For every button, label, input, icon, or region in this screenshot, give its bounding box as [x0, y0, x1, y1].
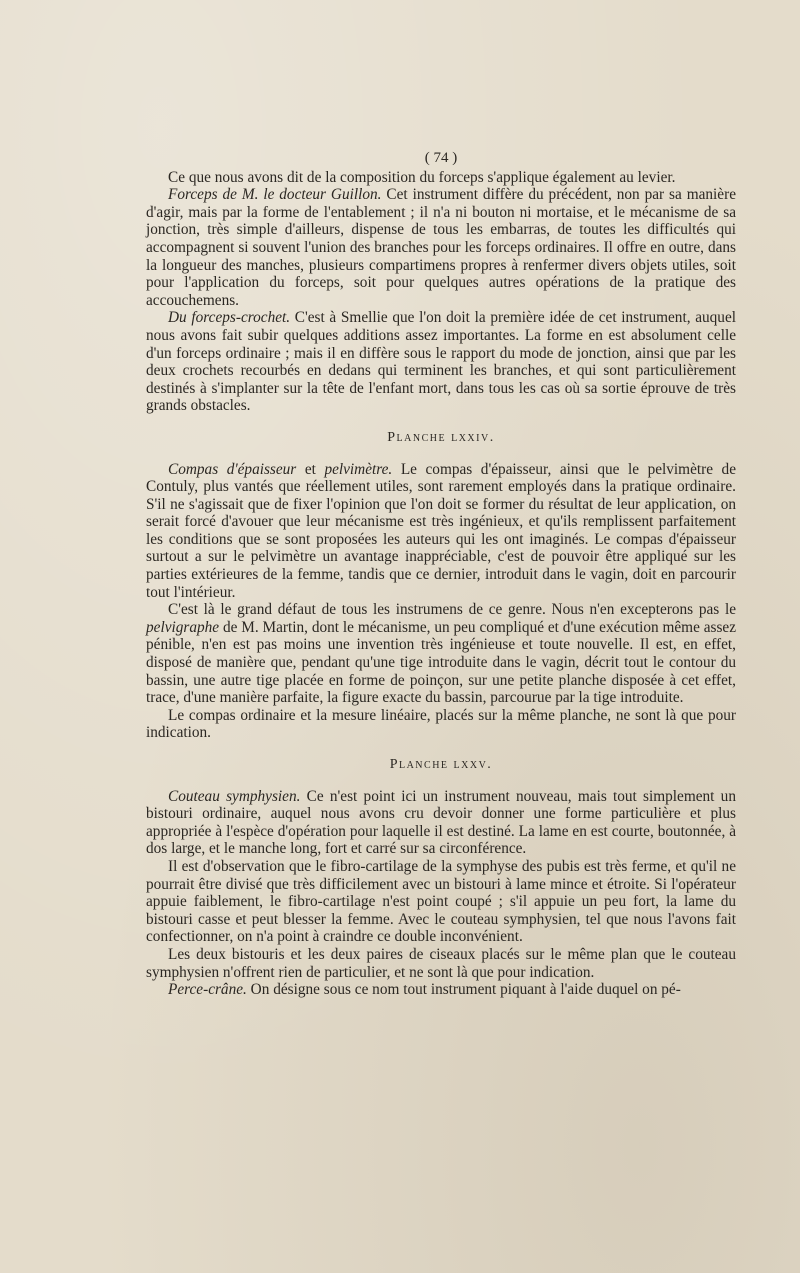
paragraph-fibro-cartilage: Il est d'observation que le fibro-cartilage de la symphyse des pubis est très ferme, et qu'il ne pourrait être divisé que très difficilement avec un bistouri à lame mince et étroite. Si l'opérateur appuie faiblement, le fibro-cartilage n'est point coupé ; s'il appuie un peu fort, la lame du bistouri casse et peut blesser la femme. Avec le couteau symphysien, tel que nous l'avons fait confectionner, on n'a point à craindre ce double inconvénient.	[146, 857, 736, 946]
paragraph-couteau: Couteau symphysien. Ce n'est point ici un instrument nouveau, mais tout simplement un bistouri ordinaire, auquel nous avons cru devoir donner une forme particulière et plus appropriée à l'espèce d'opération pour laquelle il est destiné. La lame en est courte, boutonnée, à dos large, et le manche long, fort et carré sur sa circonférence.	[146, 787, 736, 858]
paragraph-compas-ordinaire: Le compas ordinaire et la mesure linéaire, placés sur la même planche, ne sont là que pour indication.	[146, 706, 736, 742]
paragraph-forceps-crochet: Du forceps-crochet. C'est à Smellie que l'on doit la première idée de cet instrument, auquel nous avons fait subir quelques additions assez importantes. La forme en est absolument celle d'un forceps ordinaire ; mais il en diffère sous le rapport du mode de jonction, ainsi que par les deux crochets recourbés en dedans qui terminent les branches, et qui sont particulièrement destinés à s'implanter sur la tête de l'enfant mort, dans tous les cas où sa sortie éprouve de très grands obstacles.	[146, 309, 736, 415]
page-text	[146, 150, 736, 999]
pelvigraphe-term: pelvigraphe	[146, 618, 220, 636]
couteau-title: Couteau symphysien.	[168, 787, 301, 805]
plate-heading-lxxiv: Planche lxxiv.	[387, 429, 495, 445]
paragraph-forceps-guillon: Forceps de M. le docteur Guillon. Cet instrument diffère du précédent, non par sa manière d'agir, mais par la forme de l'entablement ; il n'a ni bouton ni mortaise, et le mécanisme de sa jonction, très simple d'ailleurs, dispense de tous les embarras, de toutes les difficultés qui accompagnent si souvent l'union des branches pour les forceps ordinaires. Il offre en outre, dans la longueur des manches, plusieurs compartimens propres à renfermer divers objets utiles, soit pour l'application du forceps, soit pour quelques autres opérations de la pratique des accouchemens.	[146, 186, 736, 309]
compas-title: Compas d'épaisseur	[168, 460, 297, 478]
paragraph-perce-crane: Perce-crâne. On désigne sous ce nom tout instrument piquant à l'aide duquel on pé-	[168, 981, 681, 999]
paragraph-bistouris: Les deux bistouris et les deux paires de ciseaux placés sur le même plan que le couteau symphysien n'offrent rien de particulier, et ne sont là que pour indication.	[146, 945, 736, 981]
forceps-crochet-title: Du forceps-crochet.	[168, 309, 291, 327]
perce-crane-title: Perce-crâne.	[168, 981, 247, 999]
paragraph-levier: Ce que nous avons dit de la composition du forceps s'applique également au levier.	[168, 168, 676, 186]
plate-heading-lxxv: Planche lxxv.	[389, 757, 493, 772]
page-number: ( 74 )	[424, 150, 458, 166]
paragraph-pelvigraphe: C'est là le grand défaut de tous les instrumens de ce genre. Nous n'en excepterons pas le pelvigraphe de M. Martin, dont le mécanisme, un peu compliqué et d'une exécution même assez pénible, n'en est pas moins une invention très ingénieuse et toute nouvelle. Il est, en effet, disposé de manière que, pendant qu'une tige introduite dans le vagin, décrit tout le contour du bassin, une autre tige placée en forme de poinçon, sur une petite planche disposée à cet effet, trace, d'une manière parfaite, la figure exacte du bassin, parcourue par la tige introduite.	[146, 601, 736, 707]
forceps-guillon-title: Forceps de M. le docteur Guillon.	[168, 186, 382, 204]
paragraph-compas: Compas d'épaisseur et pelvimètre. Le compas d'épaisseur, ainsi que le pelvimètre de Contuly, plus vantés que réellement utiles, sont rarement employés dans la pratique ordinaire. S'il ne s'agissait que de fixer l'opinion que l'on doit se former du résultat de leur application, on serait forcé d'avouer que leur mécanisme est très ingénieux, et qu'ils remplissent parfaitement les conditions que se sont proposées les auteurs qui les ont imaginés. Le compas d'épaisseur surtout a sur le pelvimètre un avantage inappréciable, c'est de pouvoir être appliqué sur les parties extérieures de la femme, tandis que ce dernier, introduit dans le vagin, doit en parcourir tout l'intérieur.	[146, 460, 736, 601]
pelvimetre-title: pelvimètre.	[324, 460, 393, 478]
